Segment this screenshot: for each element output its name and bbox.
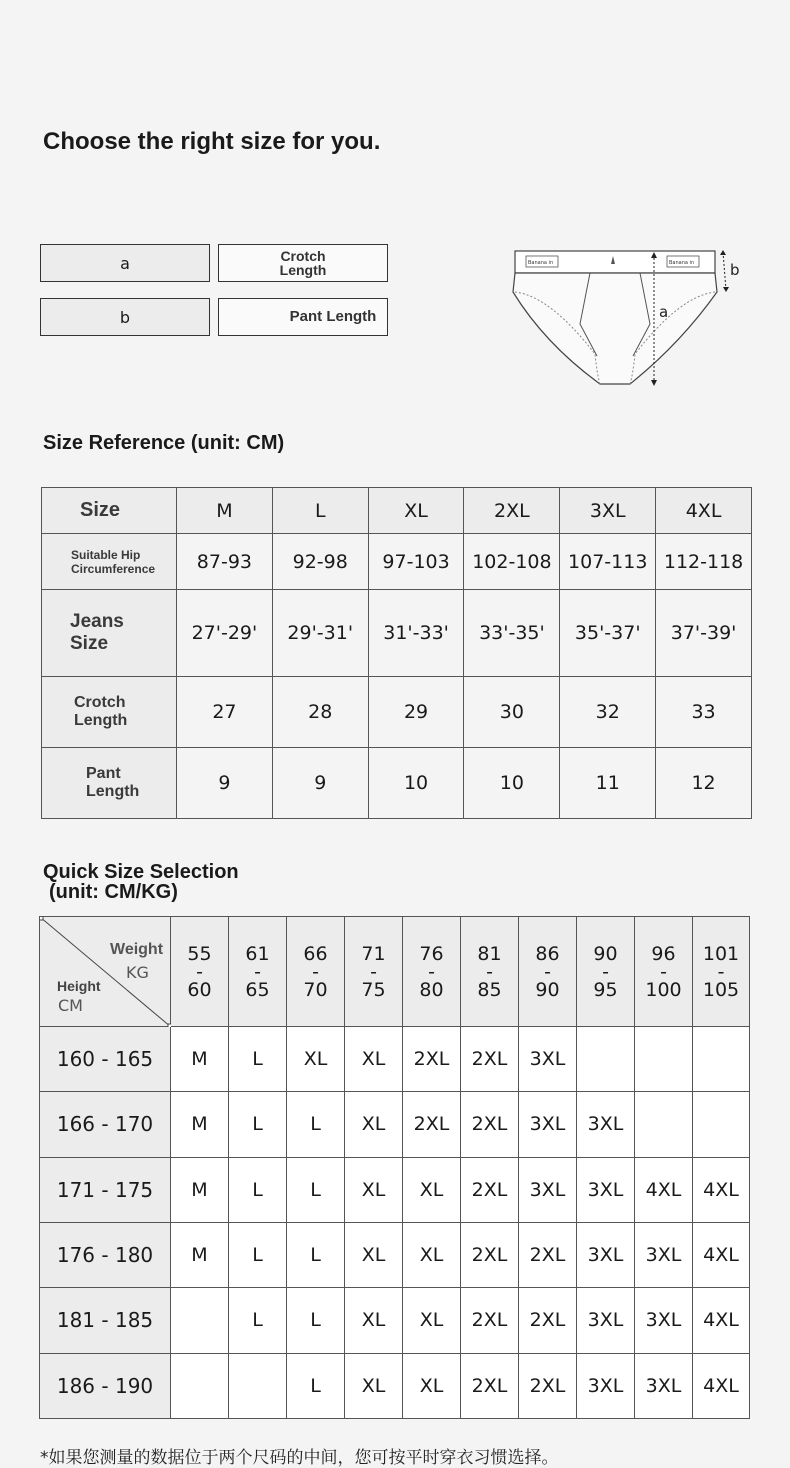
table-cell: [171, 1353, 229, 1418]
table-cell: XL: [345, 1288, 403, 1353]
table-cell: L: [229, 1288, 287, 1353]
legend-a-desc-box: [218, 244, 388, 282]
height-row-header: 171 - 175: [40, 1157, 171, 1222]
table-cell: 2XL: [519, 1222, 577, 1287]
weight-col-header: 81 - 85: [461, 917, 519, 1027]
corner-cell: [40, 917, 171, 1027]
table-cell: [693, 1027, 750, 1092]
table-cell: M: [171, 1092, 229, 1157]
size-reference-table: [41, 487, 752, 819]
table-cell: [229, 1353, 287, 1418]
table-row: [40, 1092, 750, 1157]
table-cell: XL: [287, 1027, 345, 1092]
table-cell: 30: [464, 676, 560, 747]
table-cell: 3XL: [635, 1222, 693, 1287]
quick-selection-title-line1: Quick Size Selection: [43, 861, 239, 883]
footnote: *如果您测量的数据位于两个尺码的中间，您可按平时穿衣习惯选择。: [40, 1448, 559, 1468]
table-cell: 2XL: [461, 1222, 519, 1287]
table-row: [40, 1353, 750, 1418]
table-cell: 97-103: [368, 534, 464, 590]
table-cell: L: [287, 1092, 345, 1157]
table-cell: 92-98: [272, 534, 368, 590]
weight-col-header: 96 - 100: [635, 917, 693, 1027]
table-cell: 3XL: [577, 1222, 635, 1287]
table-cell: 2XL: [403, 1027, 461, 1092]
size-col-header: 2XL: [464, 488, 560, 534]
table-cell: XL: [403, 1222, 461, 1287]
table-row: [40, 1157, 750, 1222]
corner-weight-unit: KG: [126, 963, 149, 982]
table-cell: 3XL: [519, 1027, 577, 1092]
table-cell: L: [287, 1222, 345, 1287]
table-cell: L: [287, 1353, 345, 1418]
legend-a-desc-line2: Length: [279, 262, 327, 278]
table-cell: 3XL: [577, 1353, 635, 1418]
table-cell: L: [229, 1157, 287, 1222]
row-label-pant: Pant Length: [42, 747, 177, 818]
table-cell: [577, 1027, 635, 1092]
page-title: Choose the right size for you.: [43, 128, 381, 155]
table-cell: 10: [464, 747, 560, 818]
table-cell: 3XL: [577, 1288, 635, 1353]
table-cell: 37'-39': [656, 589, 752, 676]
quick-selection-table: [39, 916, 750, 1419]
table-cell: M: [171, 1222, 229, 1287]
weight-col-header: 61 - 65: [229, 917, 287, 1027]
table-cell: 4XL: [693, 1288, 750, 1353]
row-label-jeans: Jeans Size: [42, 589, 177, 676]
table-cell: 31'-33': [368, 589, 464, 676]
table-cell: 29'-31': [272, 589, 368, 676]
table-cell: 3XL: [635, 1288, 693, 1353]
table-cell: 32: [560, 676, 656, 747]
table-row: [42, 747, 752, 818]
table-cell: 11: [560, 747, 656, 818]
table-cell: 3XL: [577, 1157, 635, 1222]
table-row: [40, 1027, 750, 1092]
table-cell: 4XL: [693, 1353, 750, 1418]
height-row-header: 176 - 180: [40, 1222, 171, 1287]
dimension-label-b: b: [730, 261, 740, 279]
table-cell: 4XL: [635, 1157, 693, 1222]
table-row: [40, 1222, 750, 1287]
table-cell: L: [287, 1288, 345, 1353]
legend-b-desc: Pant Length: [289, 308, 377, 325]
table-cell: XL: [403, 1353, 461, 1418]
table-cell: XL: [345, 1353, 403, 1418]
dimension-line-b: [723, 252, 726, 290]
height-row-header: 160 - 165: [40, 1027, 171, 1092]
table-cell: 3XL: [519, 1157, 577, 1222]
table-cell: 4XL: [693, 1157, 750, 1222]
table-cell: 29: [368, 676, 464, 747]
size-header-label: Size: [42, 488, 177, 534]
table-row: [42, 676, 752, 747]
height-row-header: 181 - 185: [40, 1288, 171, 1353]
size-col-header: M: [177, 488, 273, 534]
waistband-tag-right-text: Banana in: [669, 260, 695, 266]
waistband-tag-left-text: Banana in: [528, 260, 554, 266]
table-cell: 33'-35': [464, 589, 560, 676]
height-row-header: 186 - 190: [40, 1353, 171, 1418]
table-cell: L: [229, 1222, 287, 1287]
briefs-outline: [513, 273, 717, 384]
weight-col-header: 76 - 80: [403, 917, 461, 1027]
table-cell: XL: [403, 1157, 461, 1222]
legend-b-desc-box: [218, 298, 388, 336]
table-cell: 9: [177, 747, 273, 818]
legend-b-box: [40, 298, 210, 336]
size-col-header: 4XL: [656, 488, 752, 534]
table-cell: 2XL: [461, 1288, 519, 1353]
table-cell: M: [171, 1157, 229, 1222]
table-cell: 2XL: [403, 1092, 461, 1157]
legend-a-desc-line1: Crotch: [280, 248, 326, 264]
table-cell: 2XL: [519, 1288, 577, 1353]
table-cell: 9: [272, 747, 368, 818]
height-row-header: 166 - 170: [40, 1092, 171, 1157]
table-cell: XL: [345, 1092, 403, 1157]
table-cell: XL: [345, 1027, 403, 1092]
table-cell: 87-93: [177, 534, 273, 590]
table-cell: XL: [345, 1157, 403, 1222]
table-cell: L: [229, 1092, 287, 1157]
dimension-arrows-b: [720, 250, 729, 292]
table-cell: 2XL: [519, 1353, 577, 1418]
table-cell: 3XL: [519, 1092, 577, 1157]
dimension-label-a: a: [659, 303, 669, 321]
table-cell: 112-118: [656, 534, 752, 590]
size-col-header: 3XL: [560, 488, 656, 534]
table-cell: 27'-29': [177, 589, 273, 676]
size-col-header: L: [272, 488, 368, 534]
table-cell: L: [229, 1027, 287, 1092]
table-row: [40, 1288, 750, 1353]
weight-col-header: 101 - 105: [693, 917, 750, 1027]
row-label-crotch: Crotch Length: [42, 676, 177, 747]
table-row: [42, 534, 752, 590]
table-cell: 3XL: [635, 1353, 693, 1418]
table-cell: 27: [177, 676, 273, 747]
weight-col-header: 86 - 90: [519, 917, 577, 1027]
table-cell: 35'-37': [560, 589, 656, 676]
table-cell: 28: [272, 676, 368, 747]
size-col-header: XL: [368, 488, 464, 534]
legend-a-label: a: [120, 253, 130, 273]
table-cell: 102-108: [464, 534, 560, 590]
table-cell: 2XL: [461, 1353, 519, 1418]
table-row: [42, 589, 752, 676]
table-cell: XL: [345, 1222, 403, 1287]
table-cell: [635, 1092, 693, 1157]
table-cell: 2XL: [461, 1027, 519, 1092]
briefs-diagram: [505, 244, 755, 394]
corner-height-label: Height: [57, 978, 101, 994]
table-cell: XL: [403, 1288, 461, 1353]
table-cell: [635, 1027, 693, 1092]
legend-b-label: b: [119, 307, 131, 327]
corner-height-unit: CM: [58, 996, 83, 1015]
table-cell: 3XL: [577, 1092, 635, 1157]
weight-col-header: 55 - 60: [171, 917, 229, 1027]
weight-col-header: 90 - 95: [577, 917, 635, 1027]
table-cell: [171, 1288, 229, 1353]
weight-col-header: 71 - 75: [345, 917, 403, 1027]
table-cell: 4XL: [693, 1222, 750, 1287]
corner-weight-label: Weight: [110, 941, 164, 958]
table-cell: 2XL: [461, 1092, 519, 1157]
legend-a-box: [40, 244, 210, 282]
table-cell: 10: [368, 747, 464, 818]
table-cell: L: [287, 1157, 345, 1222]
table-cell: 2XL: [461, 1157, 519, 1222]
size-header-row: [42, 488, 752, 534]
size-reference-title: Size Reference (unit: CM): [43, 432, 285, 454]
table-cell: 12: [656, 747, 752, 818]
table-cell: 33: [656, 676, 752, 747]
table-cell: 107-113: [560, 534, 656, 590]
weight-col-header: 66 - 70: [287, 917, 345, 1027]
table-cell: M: [171, 1027, 229, 1092]
quick-selection-title: [43, 862, 239, 902]
table-cell: [693, 1092, 750, 1157]
quick-selection-title-line2: (unit: CM/KG): [49, 881, 178, 903]
weight-header-row: [40, 917, 750, 1027]
row-label-hip: Suitable Hip Circumference: [42, 534, 177, 590]
